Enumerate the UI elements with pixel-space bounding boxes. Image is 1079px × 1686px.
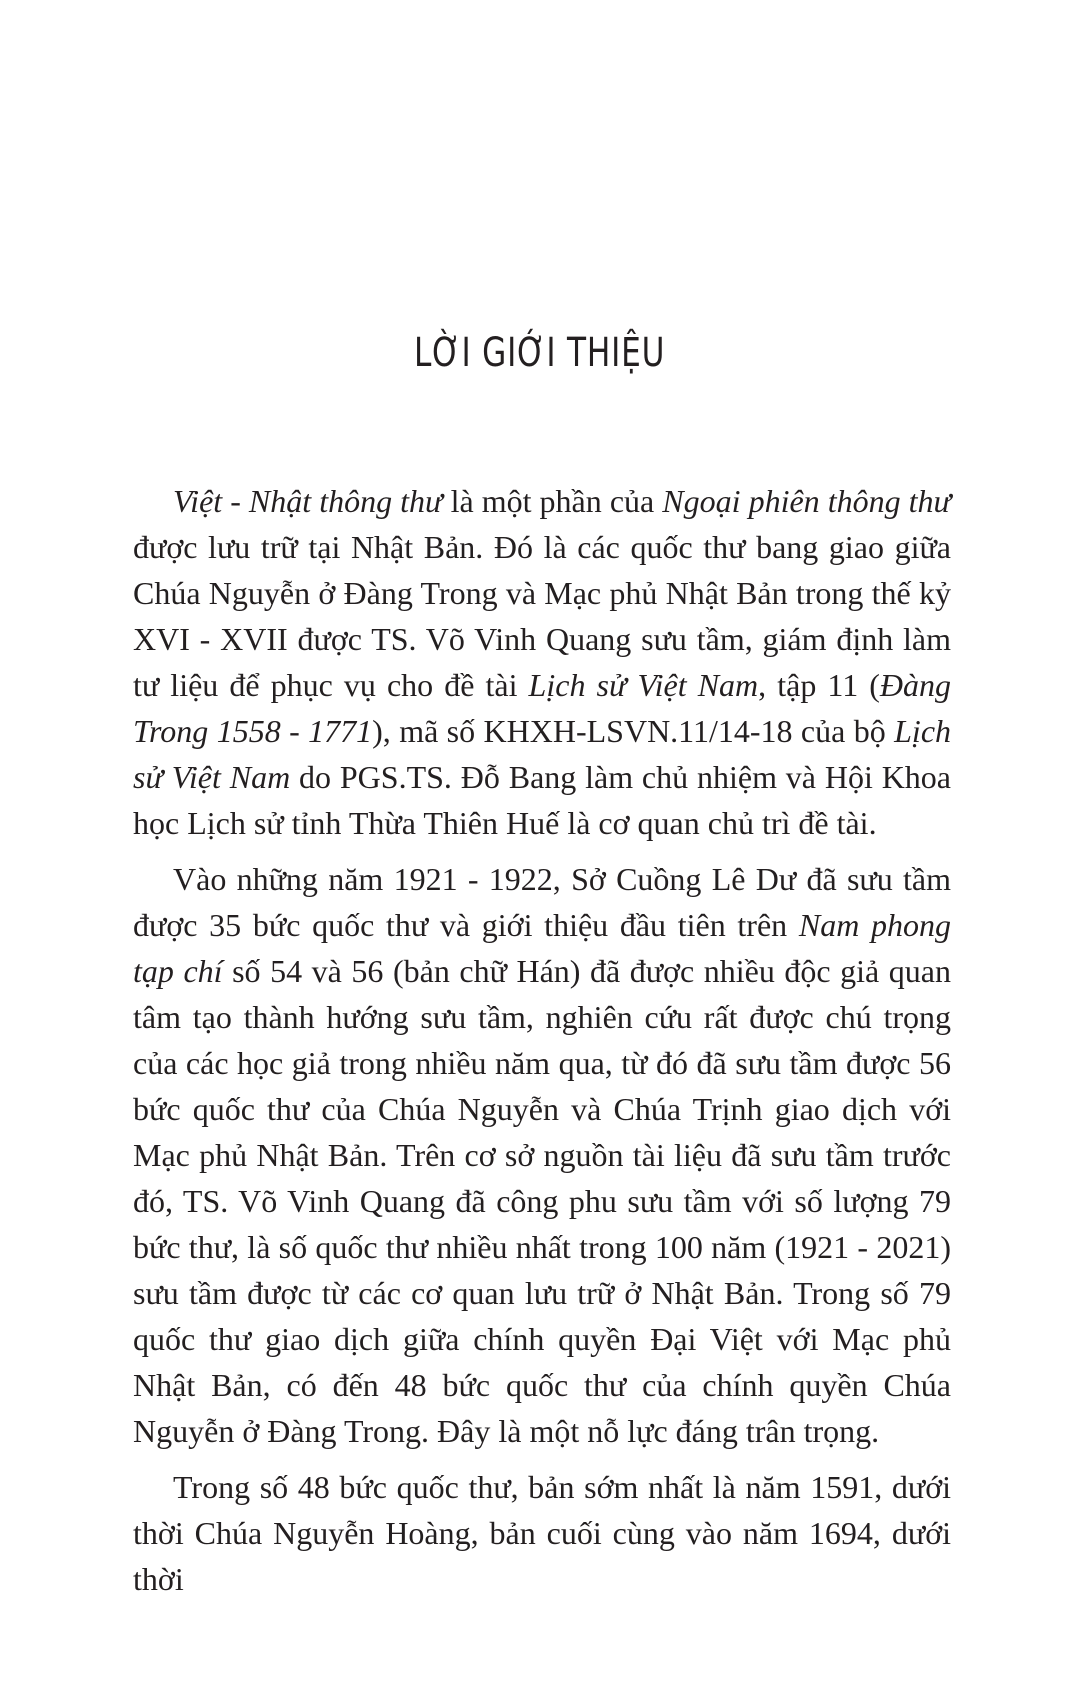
text-segment: Nam phong tạp chí [133, 907, 952, 989]
text-segment: Việt - Nhật thông thư [173, 483, 443, 519]
text-segment: , tập 11 ( [758, 667, 880, 703]
paragraph-1 [133, 478, 951, 846]
text-segment: Vào những năm 1921 - 1922, Sở Cuồng Lê Dư đã sưu tầm được 35 bức quốc thư và giới thiệu đầu tiên trên [133, 861, 951, 943]
text-segment: là một phần của [442, 483, 663, 519]
paragraph-2 [133, 856, 951, 1454]
text-segment: số 54 và 56 (bản chữ Hán) đã được nhiều độc giả quan tâm tạo thành hướng sưu tầm, nghiên cứu rất được chú trọng của các học giả trong nhiều năm qua, từ đó đã sưu tầm được 56 bức quốc thư của Chúa Nguyễn và Chúa Trịnh giao dịch với Mạc phủ Nhật Bản. Trên cơ sở nguồn tài liệu đã sưu tầm trước đó, TS. Võ Vinh Quang đã công phu sưu tầm với số lượng 79 bức thư, là số quốc thư nhiều nhất trong 100 năm (1921 - 2021) sưu tầm được từ các cơ quan lưu trữ ở Nhật Bản. Trong số 79 quốc thư giao dịch giữa chính quyền Đại Việt với Mạc phủ Nhật Bản, có đến 48 bức quốc thư của chính quyền Chúa Nguyễn ở Đàng Trong. Đây là một nỗ lực đáng trân trọng. [133, 953, 952, 1449]
text-segment: Ngoại phiên thông thư [662, 483, 952, 519]
page-title: LỜI GIỚI THIỆU [414, 330, 666, 376]
text-segment: Lịch sử Việt Nam [528, 667, 759, 703]
text-segment: Trong số 48 bức quốc thư, bản sớm nhất là năm 1591, dưới thời Chúa Nguyễn Hoàng, bản cuối cùng vào năm 1694, dưới thời [133, 1469, 951, 1597]
text-segment: Đàng Trong 1558 - 1771 [133, 667, 952, 749]
body-text [133, 478, 951, 1602]
text-segment: Lịch sử Việt Nam [133, 713, 952, 795]
text-segment: ), mã số KHXH-LSVN.11/14-18 của bộ [372, 713, 895, 749]
paragraph-3 [133, 1464, 951, 1602]
text-segment: được lưu trữ tại Nhật Bản. Đó là các quốc thư bang giao giữa Chúa Nguyễn ở Đàng Trong và Mạc phủ Nhật Bản trong thế kỷ XVI - XVII được TS. Võ Vinh Quang sưu tầm, giám định làm tư liệu để phục vụ cho đề tài [133, 529, 951, 703]
text-segment: do PGS.TS. Đỗ Bang làm chủ nhiệm và Hội Khoa học Lịch sử tỉnh Thừa Thiên Huế là cơ quan chủ trì đề tài. [133, 759, 952, 841]
